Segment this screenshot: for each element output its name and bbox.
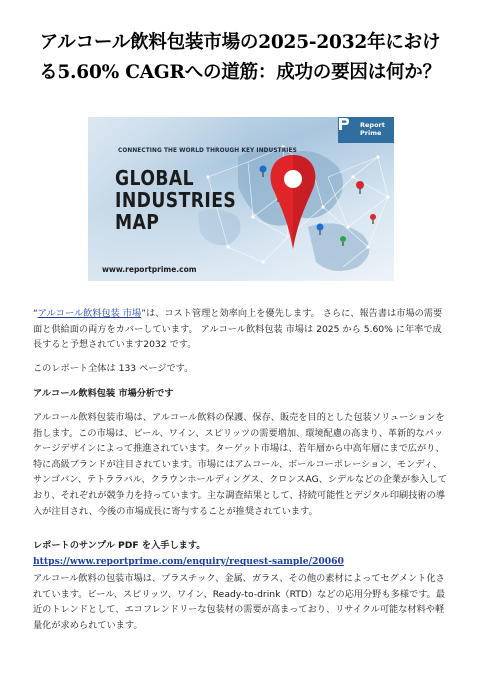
section-heading: アルコール飲料包装 市場分析です [33,388,174,399]
title-line-1: アルコール飲料包装市場の2025-2032年におけ [39,32,441,53]
logo-line-1: Report [360,121,385,129]
sample-label: レポートのサンプル PDF を入手します。 [33,540,206,551]
banner-tagline: CONNECTING THE WORLD THROUGH KEY INDUSTRIES [118,148,297,154]
banner-title-line-3: MAP [115,210,160,234]
banner-url: www.reportprime.com [102,265,197,274]
banner-title-line-2: INDUSTRIES [115,188,237,212]
report-prime-logo [338,117,394,143]
document-title [26,28,454,88]
sample-request [33,538,449,569]
title-line-2: る5.60% CAGRへの道筋：成功の要因は何か？ [39,62,441,83]
sample-request-link[interactable]: https://www.reportprime.com/enquiry/request-sample/20060 [33,555,344,567]
analysis-paragraph: アルコール飲料包装市場は、アルコール飲料の保護、保存、販売を目的とした包装ソリューションを指します。この市場は、ビール、ワイン、スピリッツの需要増加、環境配慮の高まり、革新的なパッケージデザインによって推進されています。ターゲット市場は、若年層から中高年層にまで広がり、特に高級ブランドが注目されています。市場にはアムコール、ボールコーポレーション、モンディ、サンゴバン、テトララバル、クラウンホールディングス、クロンスAG、シデルなどの企業が参入しており、それぞれが競争力を持っています。主な調査結果として、持続可能性とデジタル印刷技術の導入が注目され、今後の市場成長に寄与することが推奨されています。 [33,412,447,517]
intro-paragraph [33,306,449,353]
banner-title [115,167,236,233]
intro-text: ”は、コスト管理と効率向上を優先します。 さらに、報告書は市場の需要面と供給面の両方をカバーしています。 アルコール飲料包装 市場は 2025 から 5.60% に年率で成長すると予想されています2032 です。 [33,308,443,351]
open-quote: “ [33,308,38,319]
banner-title-line-1: GLOBAL [115,166,195,190]
global-industries-map-banner [88,117,394,281]
page-count-note: このレポート全体は 133 ページです。 [33,363,194,374]
report-prime-logo-icon [338,117,350,131]
report-prime-logo-text [360,122,385,137]
logo-line-2: Prime [360,128,382,137]
market-link[interactable]: アルコール飲料包装 市場 [37,308,142,319]
segments-paragraph: アルコール飲料の包装市場は、プラスチック、金属、ガラス、その他の素材によってセグメント化されています。ビール、スピリッツ、ワイン、Ready-to-drink（RTD）などの応用分野も多様です。最近のトレンドとして、エコフレンドリーな包装材の需要が高まっており、リサイクル可能な材料や軽量化が求められています。 [33,573,446,631]
